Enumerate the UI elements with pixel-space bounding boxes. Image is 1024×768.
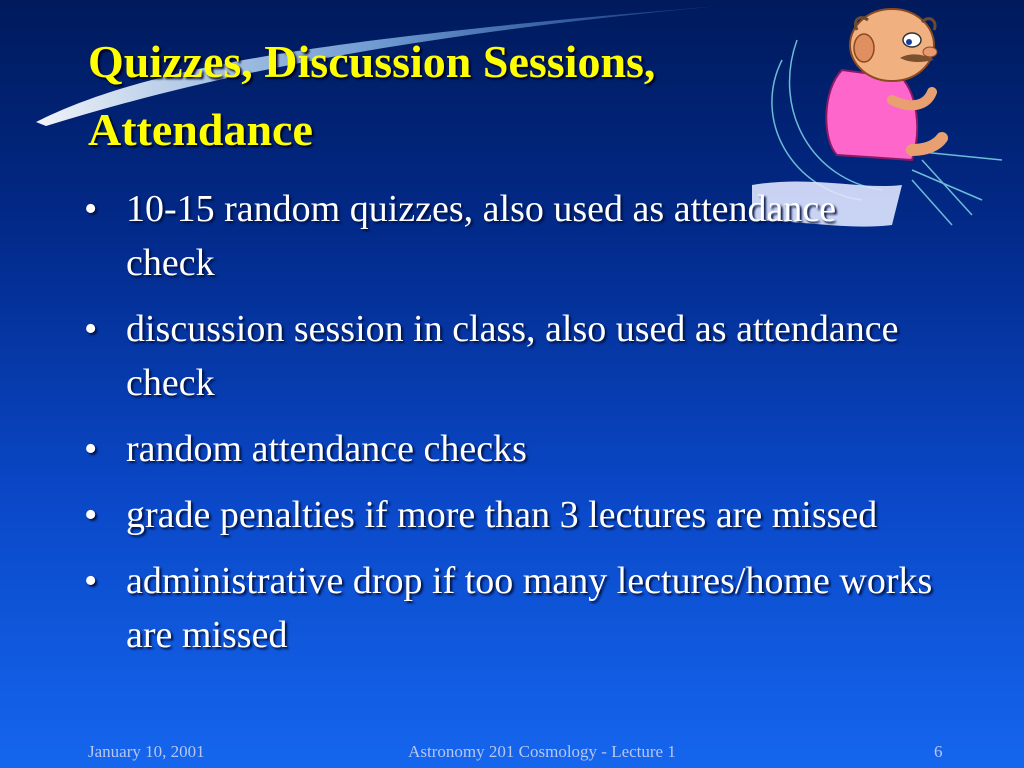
bullet-text: random attendance checks xyxy=(126,428,527,470)
bullet-icon: • xyxy=(84,188,98,230)
bullet-icon: • xyxy=(84,428,98,470)
bullet-text: administrative drop if too many lectures/home works are missed xyxy=(126,560,933,656)
list-item xyxy=(84,182,934,290)
footer-course-title: Astronomy 201 Cosmology - Lecture 1 xyxy=(408,742,676,761)
footer-page-number: 6 xyxy=(934,742,943,761)
bullet-text: discussion session in class, also used as attendance check xyxy=(126,308,899,404)
bullet-icon: • xyxy=(84,308,98,350)
bullet-text: grade penalties if more than 3 lectures are missed xyxy=(126,494,878,536)
list-item xyxy=(84,488,934,542)
slide-title: Quizzes, Discussion Sessions, Attendance xyxy=(88,36,656,155)
list-item xyxy=(84,422,934,476)
bullet-list xyxy=(84,182,934,674)
list-item xyxy=(84,302,934,410)
bullet-text: 10-15 random quizzes, also used as attendance check xyxy=(126,188,837,284)
list-item xyxy=(84,554,934,662)
bullet-icon: • xyxy=(84,494,98,536)
bullet-icon: • xyxy=(84,560,98,602)
footer-date: January 10, 2001 xyxy=(88,742,205,761)
